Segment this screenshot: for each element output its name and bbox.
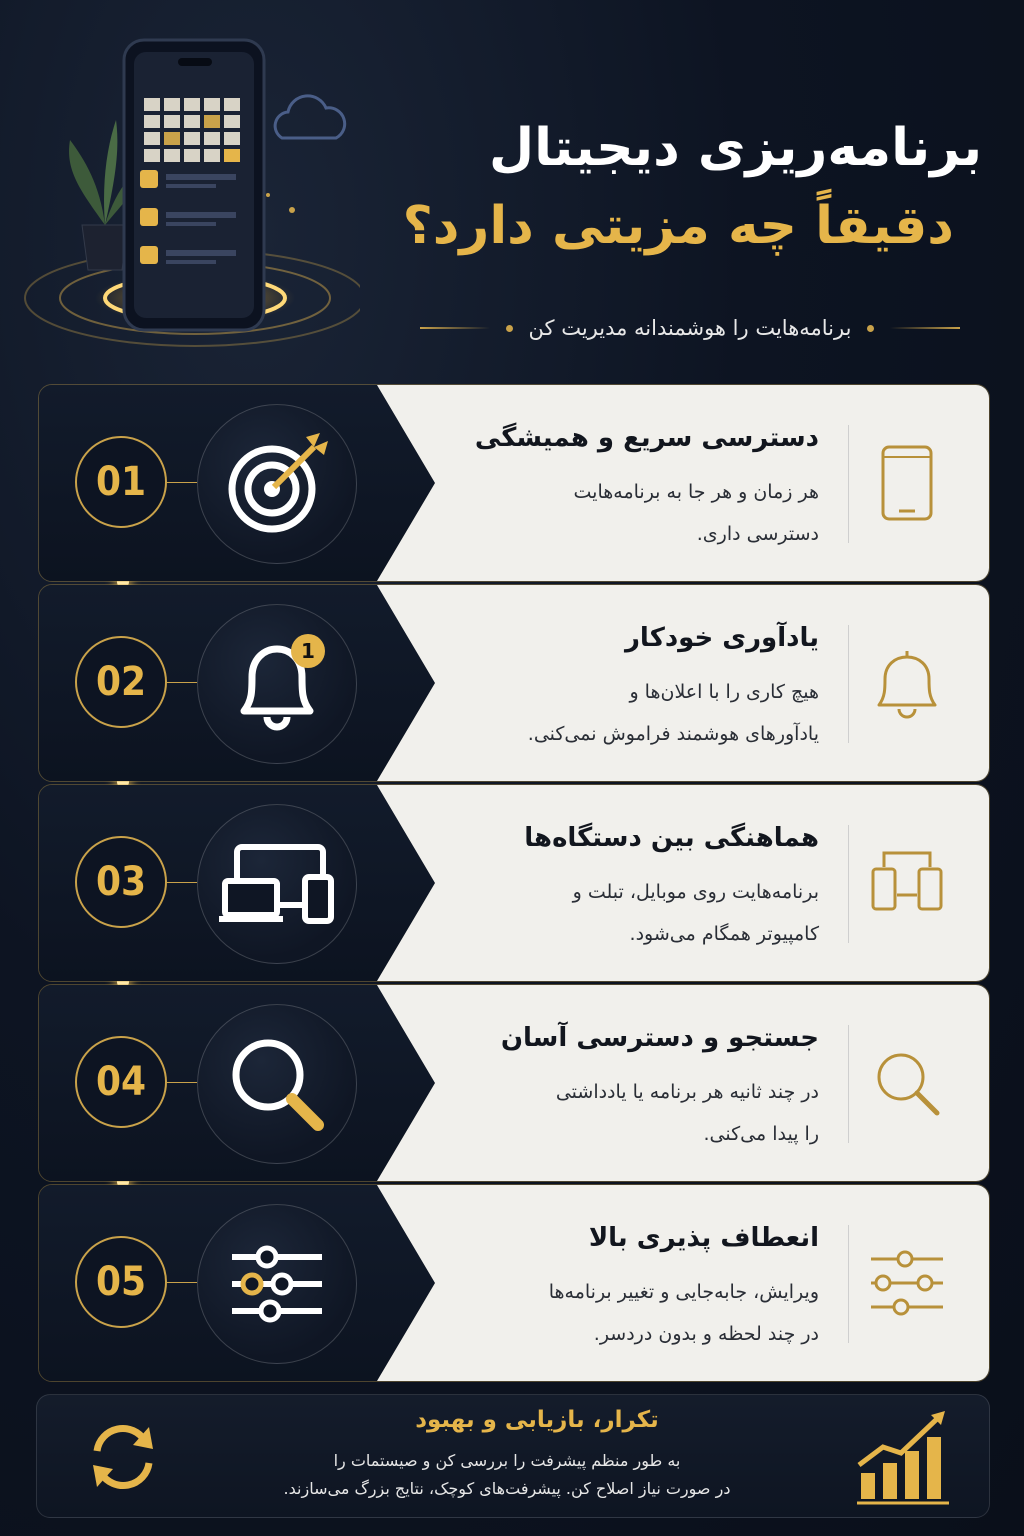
subtitle-dot (867, 325, 874, 332)
benefit-title: دسترسی سریع و همیشگی (474, 423, 819, 453)
benefit-card-5 (38, 1184, 990, 1382)
benefit-description: ویرایش، جابه‌جایی و تغییر برنامه‌ها در چند لحظه و بدون دردسر. (548, 1281, 819, 1345)
search-outline-icon (869, 1045, 945, 1121)
page-subtitle: برنامه‌هایت را هوشمندانه مدیریت کن (528, 316, 852, 340)
footer-title: تکرار، بازیابی و بهبود (415, 1407, 659, 1433)
benefit-title: انعطاف پذیری بالا (588, 1223, 819, 1253)
step-number: 01 (75, 436, 167, 528)
footer-description: به طور منظم پیشرفت را بررسی کن و صیستمات را در صورت نیاز اصلاح کن. پیشرفت‌های کوچک، نتایج بزرگ می‌سازند. (283, 1451, 731, 1498)
benefit-title: یادآوری خودکار (624, 623, 819, 653)
benefit-description: هیچ کاری را با اعلان‌ها و یادآورهای هوشمند فراموش نمی‌کنی. (527, 681, 819, 745)
refresh-icon (83, 1417, 163, 1497)
benefit-title: جستجو و دسترسی آسان (500, 1023, 819, 1053)
sync-devices-icon (869, 845, 945, 921)
benefit-description: برنامه‌هایت روی موبایل، تبلت و کامپیوتر همگام می‌شود. (572, 881, 819, 945)
sliders-outline-icon (869, 1245, 945, 1321)
search-icon (197, 1004, 357, 1164)
footer-panel (36, 1394, 990, 1518)
step-number: 02 (75, 636, 167, 728)
benefit-description: در چند ثانیه هر برنامه یا یادداشتی را پیدا می‌کنی. (555, 1081, 819, 1145)
benefit-title: هماهنگی بین دستگاه‌ها (524, 823, 819, 853)
subtitle-divider-left (420, 327, 490, 329)
subtitle-divider-right (890, 327, 960, 329)
subtitle-row (410, 310, 970, 346)
benefit-description: هر زمان و هر جا به برنامه‌هایت دسترسی داری. (573, 481, 819, 545)
subtitle-dot (506, 325, 513, 332)
devices-icon (197, 804, 357, 964)
benefit-card-3 (38, 784, 990, 982)
growth-chart-icon (853, 1407, 953, 1507)
sliders-icon (197, 1204, 357, 1364)
hero-phone-illustration (20, 20, 360, 360)
bell-outline-icon (869, 645, 945, 721)
target-icon (197, 404, 357, 564)
page-title-line-1: برنامه‌ریزی دیجیتال (488, 118, 982, 178)
benefit-card-4 (38, 984, 990, 1182)
page-title-line-2: دقیقاً چه مزیتی دارد؟ (402, 196, 954, 256)
benefit-card-1 (38, 384, 990, 582)
smartphone-icon (869, 445, 945, 521)
bell-icon (197, 604, 357, 764)
step-number: 04 (75, 1036, 167, 1128)
step-number: 05 (75, 1236, 167, 1328)
step-number: 03 (75, 836, 167, 928)
notification-badge: 1 (301, 639, 315, 663)
benefit-card-2 (38, 584, 990, 782)
